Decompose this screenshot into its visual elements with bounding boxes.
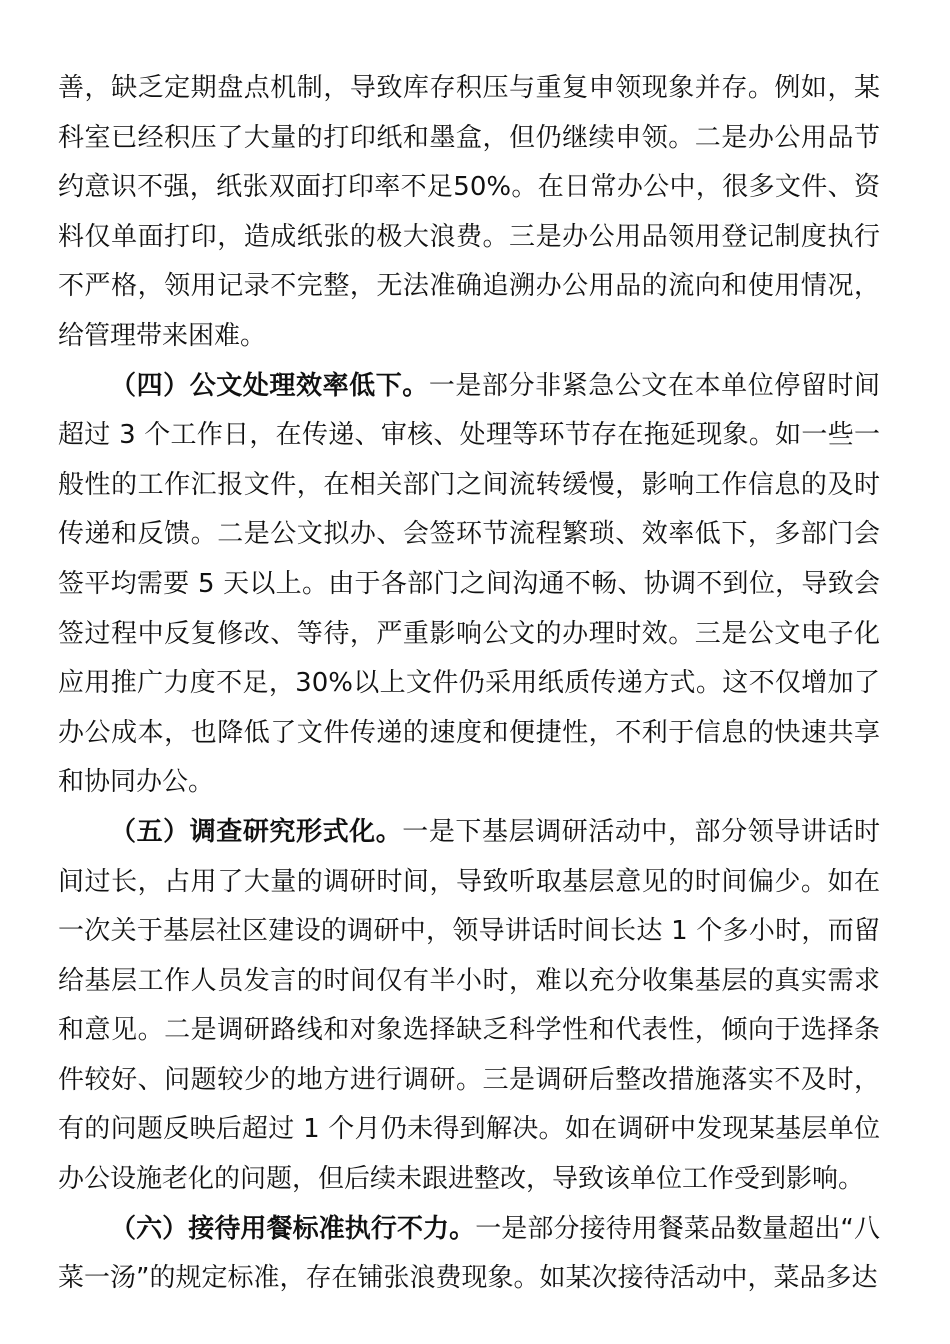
paragraph-body: 一是部分非紧急公文在本单位停留时间超过 3 个工作日，在传递、审核、处理等环节存在拖延现象。如一些一般性的工作汇报文件，在相关部门之间流转缓慢，影响工作信息的及时传递和反馈。二是公文拟办、会签环节流程繁琐、效率低下，多部门会签平均需要 5 天以上。由于各部门之间沟通不畅、协调不到位，导致会签过程中反复修改、等待，严重影响公文的办理时效。三是公文电子化应用推广力度不足，30%以上文件仍采用纸质传递方式。这不仅增加了办公成本，也降低了文件传递的速度和便捷性，不利于信息的快速共享和协同办公。	[58, 370, 880, 798]
paragraph-body: 善，缺乏定期盘点机制，导致库存积压与重复申领现象并存。例如，某科室已经积压了大量的打印纸和墨盒，但仍继续申领。二是办公用品节约意识不强，纸张双面打印率不足50%。在日常办公中，很多文件、资料仅单面打印，造成纸张的极大浪费。三是办公用品领用登记制度执行不严格，领用记录不完整，无法准确追溯办公用品的流向和使用情况，给管理带来困难。	[58, 73, 880, 351]
section-heading: （六）接待用餐标准执行不力。	[110, 1213, 476, 1244]
paragraph-section-4	[58, 362, 880, 808]
section-heading: （四）公文处理效率低下。	[110, 370, 429, 401]
paragraph-body: 一是部分接待用餐菜品数量超出“八菜一汤”的规定标准，存在铺张浪费现象。如某次接待活动中，菜品多达	[58, 1213, 880, 1294]
document-page	[58, 64, 880, 1304]
paragraph-body: 一是下基层调研活动中，部分领导讲话时间过长，占用了大量的调研时间，导致听取基层意见的时间偏少。如在一次关于基层社区建设的调研中，领导讲话时间长达 1 个多小时，而留给基层工作人员发言的时间仅有半小时，难以充分收集基层的真实需求和意见。二是调研路线和对象选择缺乏科学性和代表性，倾向于选择条件较好、问题较少的地方进行调研。三是调研后整改措施落实不及时，有的问题反映后超过 1 个月仍未得到解决。如在调研中发现某基层单位办公设施老化的问题，但后续未跟进整改，导致该单位工作受到影响。	[58, 816, 880, 1195]
section-heading: （五）调查研究形式化。	[110, 816, 403, 847]
paragraph-section-5	[58, 808, 880, 1205]
paragraph-section-6	[58, 1205, 880, 1304]
paragraph-continuation	[58, 64, 880, 362]
